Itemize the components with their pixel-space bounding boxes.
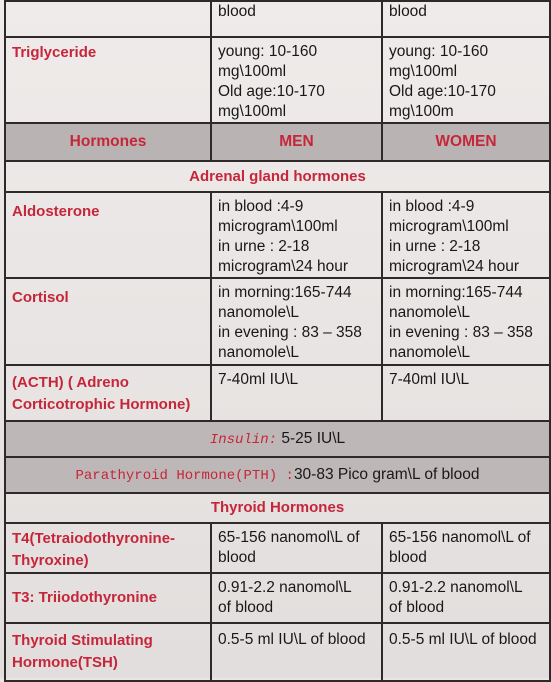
men-cell — [211, 1, 382, 37]
cell-line: nanomole\L — [218, 304, 300, 321]
cell-line: microgram\24 hour — [389, 258, 520, 275]
tsh-label-line: Thyroid Stimulating — [12, 632, 153, 649]
name-cell-empty — [5, 1, 211, 37]
cell-text: 0.5-5 ml IU\L of blood — [218, 631, 366, 648]
women-cell — [382, 37, 550, 123]
men-cell — [211, 573, 382, 623]
women-cell — [382, 278, 550, 365]
pth-row — [5, 457, 550, 493]
insulin-label: Insulin: — [209, 431, 278, 448]
men-cell — [211, 278, 382, 365]
cell-line: in urne : 2-18 — [389, 238, 481, 255]
cell-line: nanomole\L — [389, 304, 471, 321]
t3-label: T3: Triiodothyronine — [5, 573, 211, 623]
section-title-thyroid: Thyroid Hormones — [5, 493, 550, 523]
women-cell — [382, 1, 550, 37]
pth-value: 30-83 Pico gram\L of blood — [293, 465, 480, 483]
column-header-men: MEN — [211, 123, 382, 161]
cortisol-label: Cortisol — [5, 278, 211, 365]
cell-line: mg\100ml — [218, 103, 287, 120]
cell-line: blood — [389, 549, 427, 566]
pth-label: Parathyroid Hormone(PTH) : — [75, 467, 294, 484]
t4-label-line: Thyroxine) — [12, 552, 89, 569]
cell-line: in evening : 83 – 358 — [389, 324, 533, 341]
table-row — [5, 278, 550, 365]
hormone-reference-table — [4, 0, 551, 682]
cell-line: of blood — [389, 599, 445, 616]
cell-line: nanomole\L — [389, 344, 471, 361]
cell-text: blood — [218, 3, 256, 20]
insulin-cell — [5, 421, 550, 457]
men-cell — [211, 192, 382, 278]
women-cell — [382, 365, 550, 421]
section-row — [5, 493, 550, 523]
cell-line: of blood — [218, 599, 274, 616]
cell-line: microgram\100ml — [389, 218, 509, 235]
acth-label-line: (ACTH) ( Adreno — [12, 374, 129, 391]
men-cell — [211, 623, 382, 681]
tsh-label-line: Hormone(TSH) — [12, 654, 118, 671]
cell-line: Old age:10-170 — [389, 83, 496, 100]
women-cell — [382, 192, 550, 278]
table-row — [5, 573, 550, 623]
table-row — [5, 523, 550, 573]
cell-line: 0.91-2.2 nanomol\L — [389, 579, 523, 596]
tsh-label — [5, 623, 211, 681]
cell-line: in morning:165-744 — [218, 284, 352, 301]
column-header-hormones: Hormones — [5, 123, 211, 161]
women-cell — [382, 523, 550, 573]
cell-line: in blood :4-9 — [389, 198, 475, 215]
section-row — [5, 161, 550, 192]
men-cell — [211, 37, 382, 123]
cell-line: in urne : 2-18 — [218, 238, 310, 255]
cell-line: mg\100ml — [218, 63, 287, 80]
cell-text: 7-40ml IU\L — [218, 371, 299, 388]
cell-line: 65-156 nanomol\L of — [389, 529, 531, 546]
cell-text: 7-40ml IU\L — [389, 371, 470, 388]
triglyceride-label: Triglyceride — [5, 37, 211, 123]
column-header-women: WOMEN — [382, 123, 550, 161]
section-title-adrenal: Adrenal gland hormones — [5, 161, 550, 192]
aldosterone-label: Aldosterone — [5, 192, 211, 278]
cell-line: 65-156 nanomol\L of — [218, 529, 360, 546]
t4-label-line: T4(Tetraiodothyronine- — [12, 530, 176, 547]
cell-text: 0.5-5 ml IU\L of blood — [389, 631, 537, 648]
cell-line: Old age:10-170 — [218, 83, 325, 100]
cell-line: blood — [218, 549, 256, 566]
women-cell — [382, 623, 550, 681]
table-row — [5, 365, 550, 421]
cell-line: 0.91-2.2 nanomol\L — [218, 579, 352, 596]
t4-label — [5, 523, 211, 573]
table-row — [5, 623, 550, 681]
cell-line: nanomole\L — [218, 344, 300, 361]
cell-line: in morning:165-744 — [389, 284, 523, 301]
cell-line: young: 10-160 — [218, 43, 318, 60]
insulin-value: 5-25 IU\L — [281, 429, 346, 447]
cell-text: blood — [389, 3, 427, 20]
cell-line: mg\100m — [389, 103, 454, 120]
header-row — [5, 123, 550, 161]
cell-line: in blood :4-9 — [218, 198, 304, 215]
acth-label-line: Corticotrophic Hormone) — [12, 396, 191, 413]
insulin-row — [5, 421, 550, 457]
cell-line: mg\100ml — [389, 63, 458, 80]
table-row — [5, 37, 550, 123]
cell-line: young: 10-160 — [389, 43, 489, 60]
table-row — [5, 1, 550, 37]
acth-label — [5, 365, 211, 421]
table-row — [5, 192, 550, 278]
cell-line: in evening : 83 – 358 — [218, 324, 362, 341]
cell-line: microgram\100ml — [218, 218, 338, 235]
men-cell — [211, 523, 382, 573]
women-cell — [382, 573, 550, 623]
cell-line: microgram\24 hour — [218, 258, 349, 275]
men-cell — [211, 365, 382, 421]
pth-cell — [5, 457, 550, 493]
